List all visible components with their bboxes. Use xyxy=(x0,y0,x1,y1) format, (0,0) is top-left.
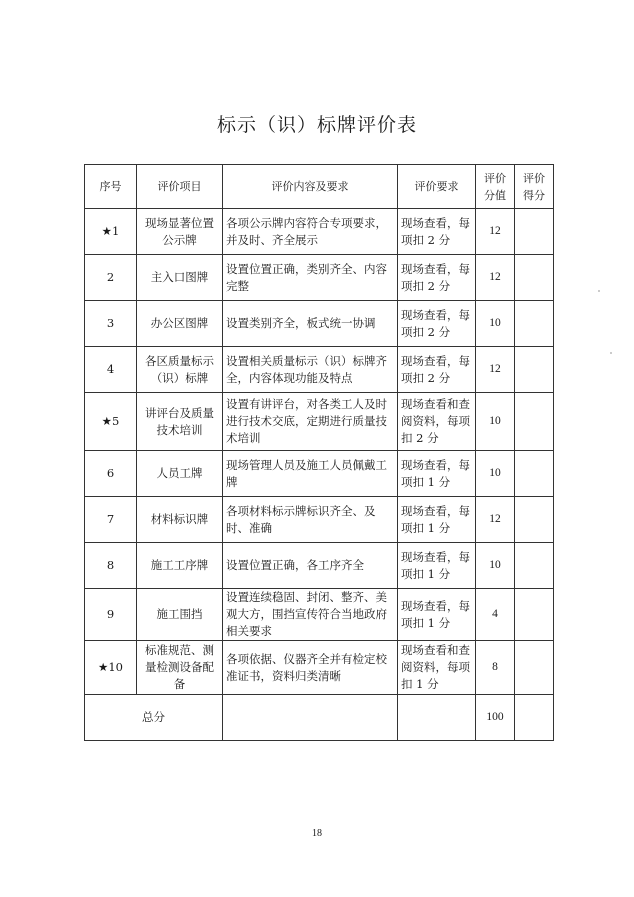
row-seq: 9 xyxy=(85,589,137,641)
table-row xyxy=(85,393,554,451)
row-content: 各项公示牌内容符合专项要求，并及时、齐全展示 xyxy=(223,209,398,255)
row-requirement: 现场查看，每项扣 1 分 xyxy=(398,497,476,543)
row-item: 标准规范、测量检测设备配备 xyxy=(137,641,223,695)
row-requirement: 现场查看，每项扣 2 分 xyxy=(398,301,476,347)
row-content: 设置相关质量标示（识）标牌齐全，内容体现功能及特点 xyxy=(223,347,398,393)
row-seq: ★1 xyxy=(85,209,137,255)
row-score: 12 xyxy=(476,497,515,543)
row-obtained xyxy=(515,255,554,301)
total-score: 100 xyxy=(476,695,515,741)
evaluation-table xyxy=(84,164,554,741)
row-obtained xyxy=(515,497,554,543)
row-seq: 7 xyxy=(85,497,137,543)
row-requirement: 现场查看和查阅资料，每项扣 1 分 xyxy=(398,641,476,695)
row-requirement: 现场查看，每项扣 2 分 xyxy=(398,255,476,301)
page-number: 18 xyxy=(312,828,322,839)
row-obtained xyxy=(515,589,554,641)
row-seq: ★5 xyxy=(85,393,137,451)
row-item: 讲评台及质量技术培训 xyxy=(137,393,223,451)
row-seq: 8 xyxy=(85,543,137,589)
row-item: 各区质量标示（识）标牌 xyxy=(137,347,223,393)
total-obtained xyxy=(515,695,554,741)
table-row xyxy=(85,497,554,543)
row-score: 4 xyxy=(476,589,515,641)
row-seq: 4 xyxy=(85,347,137,393)
row-content: 设置有讲评台，对各类工人及时进行技术交底，定期进行质量技术培训 xyxy=(223,393,398,451)
row-obtained xyxy=(515,301,554,347)
row-requirement: 现场查看和查阅资料，每项扣 2 分 xyxy=(398,393,476,451)
row-item: 施工工序牌 xyxy=(137,543,223,589)
row-score: 12 xyxy=(476,255,515,301)
table-row xyxy=(85,209,554,255)
header-item: 评价项目 xyxy=(137,165,223,209)
header-obtained: 评价得分 xyxy=(515,165,554,209)
header-seq: 序号 xyxy=(85,165,137,209)
row-content: 现场管理人员及施工人员佩戴工牌 xyxy=(223,451,398,497)
row-obtained xyxy=(515,393,554,451)
table-row xyxy=(85,301,554,347)
row-requirement: 现场查看，每项扣 1 分 xyxy=(398,589,476,641)
header-row xyxy=(85,165,554,209)
row-seq: ★10 xyxy=(85,641,137,695)
scan-speck xyxy=(610,352,612,354)
row-seq: 2 xyxy=(85,255,137,301)
header-requirement: 评价要求 xyxy=(398,165,476,209)
total-row xyxy=(85,695,554,741)
row-item: 施工围挡 xyxy=(137,589,223,641)
scan-speck xyxy=(598,290,600,292)
row-content: 设置位置正确，类别齐全、内容完整 xyxy=(223,255,398,301)
row-score: 10 xyxy=(476,393,515,451)
total-label: 总分 xyxy=(85,695,223,741)
row-seq: 3 xyxy=(85,301,137,347)
row-obtained xyxy=(515,209,554,255)
row-content: 设置位置正确，各工序齐全 xyxy=(223,543,398,589)
row-item: 材料标识牌 xyxy=(137,497,223,543)
row-requirement: 现场查看，每项扣 2 分 xyxy=(398,347,476,393)
table-row xyxy=(85,255,554,301)
row-content: 各项材料标示牌标识齐全、及时、准确 xyxy=(223,497,398,543)
row-item: 现场显著位置公示牌 xyxy=(137,209,223,255)
row-content: 各项依据、仪器齐全并有检定校准证书，资料归类清晰 xyxy=(223,641,398,695)
row-score: 10 xyxy=(476,301,515,347)
row-item: 主入口图牌 xyxy=(137,255,223,301)
row-content: 设置类别齐全，板式统一协调 xyxy=(223,301,398,347)
row-obtained xyxy=(515,347,554,393)
table-row xyxy=(85,451,554,497)
row-obtained xyxy=(515,451,554,497)
row-seq: 6 xyxy=(85,451,137,497)
row-requirement: 现场查看，每项扣 1 分 xyxy=(398,451,476,497)
row-content: 设置连续稳固、封闭、整齐、美观大方，围挡宣传符合当地政府相关要求 xyxy=(223,589,398,641)
row-obtained xyxy=(515,641,554,695)
total-content xyxy=(223,695,398,741)
row-score: 10 xyxy=(476,451,515,497)
table-row xyxy=(85,347,554,393)
table-row xyxy=(85,543,554,589)
table-row xyxy=(85,641,554,695)
row-item: 办公区图牌 xyxy=(137,301,223,347)
row-item: 人员工牌 xyxy=(137,451,223,497)
table-row xyxy=(85,589,554,641)
row-requirement: 现场查看，每项扣 1 分 xyxy=(398,543,476,589)
total-requirement xyxy=(398,695,476,741)
row-score: 12 xyxy=(476,209,515,255)
row-requirement: 现场查看，每项扣 2 分 xyxy=(398,209,476,255)
row-obtained xyxy=(515,543,554,589)
row-score: 12 xyxy=(476,347,515,393)
page-title: 标示（识）标牌评价表 xyxy=(216,114,417,136)
header-score: 评价分值 xyxy=(476,165,515,209)
row-score: 10 xyxy=(476,543,515,589)
row-score: 8 xyxy=(476,641,515,695)
header-content: 评价内容及要求 xyxy=(223,165,398,209)
